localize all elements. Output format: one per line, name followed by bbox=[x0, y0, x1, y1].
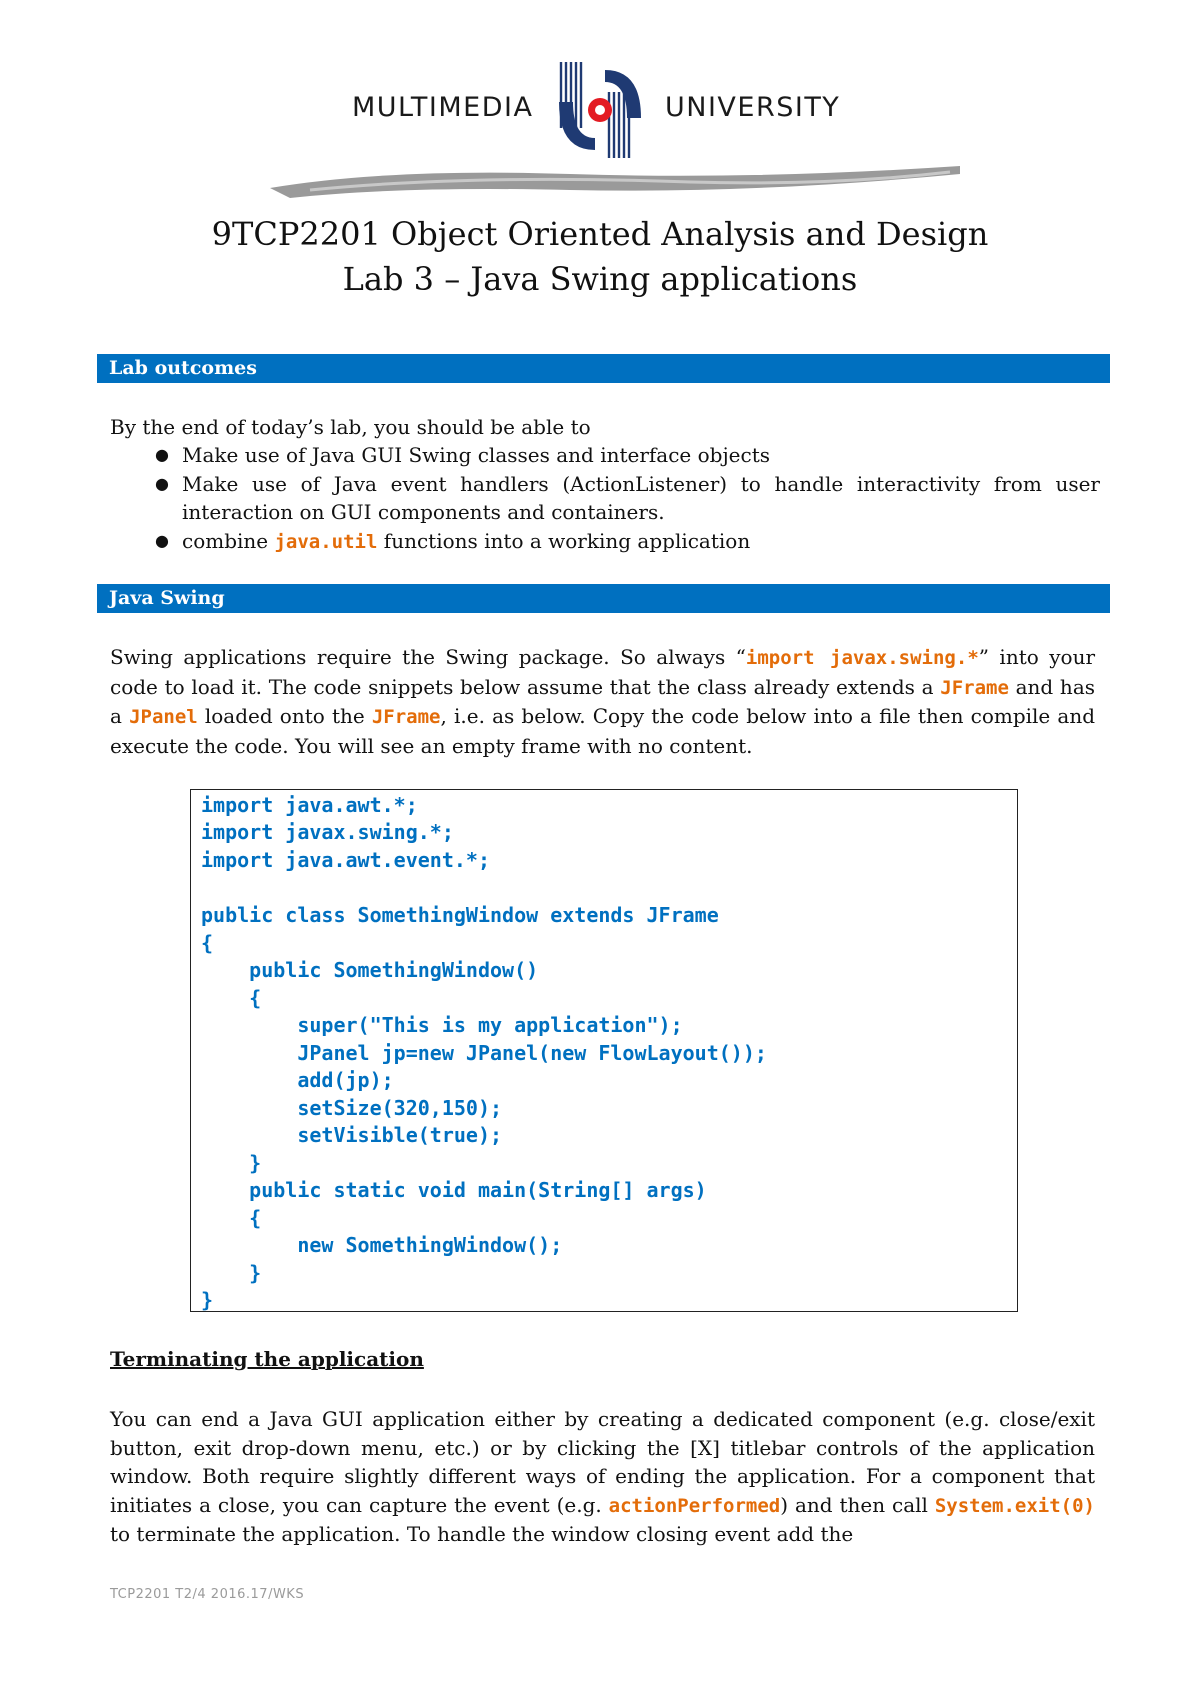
code-line: add(jp); bbox=[201, 1068, 394, 1092]
text: Swing applications require the Swing package. So always “ bbox=[110, 645, 746, 669]
bullet-icon: ● bbox=[155, 445, 169, 464]
logo-word-university: UNIVERSITY bbox=[665, 92, 841, 123]
inline-code: JFrame bbox=[940, 676, 1009, 699]
text: ” into your code to load it. The code snippets below assume that the class already extends a bbox=[110, 645, 1096, 699]
code-line: import java.awt.event.*; bbox=[201, 848, 490, 872]
outcomes-list bbox=[110, 441, 1100, 556]
code-line: public static void main(String[] args) bbox=[201, 1178, 707, 1202]
code-line: import javax.swing.*; bbox=[201, 820, 454, 844]
code-line: public class SomethingWindow extends JFrame bbox=[201, 903, 719, 927]
code-line: { bbox=[201, 1206, 262, 1230]
text: to terminate the application. To handle the window closing event add the bbox=[110, 1522, 854, 1546]
text: , i.e. as below. Copy the code below into a file then compile and execute the code. You will see an empty frame with no content. bbox=[110, 704, 1096, 758]
section-header-java-swing: Java Swing bbox=[97, 584, 1110, 613]
bullet-icon: ● bbox=[155, 530, 169, 550]
code-line: } bbox=[201, 1288, 214, 1312]
list-item-text: combine bbox=[182, 528, 275, 553]
document-title: 9TCP2201 Object Oriented Analysis and Design bbox=[211, 215, 989, 253]
logo-swoosh bbox=[270, 160, 960, 200]
list-item bbox=[110, 527, 1100, 557]
inline-code: JPanel bbox=[129, 706, 198, 728]
subheading-terminating: Terminating the application bbox=[110, 1347, 424, 1371]
code-line: super("This is my application"); bbox=[201, 1013, 683, 1037]
page-footer: TCP2201 T2/4 2016.17/WKS bbox=[110, 1587, 305, 1602]
code-line: setVisible(true); bbox=[201, 1123, 503, 1147]
code-line: JPanel jp=new JPanel(new FlowLayout()); bbox=[201, 1041, 767, 1065]
logo-word-multimedia: MULTIMEDIA bbox=[352, 92, 534, 123]
inline-code: JFrame bbox=[371, 706, 441, 728]
list-item-text: Make use of Java GUI Swing classes and interface objects bbox=[182, 443, 771, 467]
list-item-text: functions into a working application bbox=[377, 528, 751, 553]
text: and has a bbox=[110, 674, 1096, 728]
outcomes-intro: By the end of today’s lab, you should be able to bbox=[110, 415, 591, 439]
code-line: { bbox=[201, 931, 214, 955]
inline-code: import javax.swing.* bbox=[745, 647, 979, 669]
document-subtitle: Lab 3 – Java Swing applications bbox=[342, 260, 858, 298]
code-line: public SomethingWindow() bbox=[201, 958, 539, 982]
code-line: { bbox=[201, 986, 262, 1010]
university-emblem-icon bbox=[555, 58, 645, 162]
list-item bbox=[110, 470, 1100, 527]
list-item-text: Make use of Java event handlers (ActionListener) to handle interactivity from user interaction on GUI components and containers. bbox=[182, 471, 1100, 524]
text: ) and then call bbox=[780, 1492, 935, 1517]
inline-code: actionPerformed bbox=[608, 1494, 781, 1517]
inline-code: java.util bbox=[274, 530, 378, 553]
university-logo bbox=[270, 50, 960, 200]
text: loaded onto the bbox=[197, 704, 372, 728]
section-header-lab-outcomes: Lab outcomes bbox=[97, 354, 1110, 383]
terminating-paragraph bbox=[110, 1405, 1095, 1549]
bullet-icon: ● bbox=[155, 473, 169, 493]
code-line: } bbox=[201, 1151, 262, 1175]
code-line: new SomethingWindow(); bbox=[201, 1233, 563, 1257]
list-item bbox=[110, 441, 1100, 470]
swing-intro-paragraph bbox=[110, 643, 1095, 760]
code-line: setSize(320,150); bbox=[201, 1096, 503, 1120]
code-line: } bbox=[201, 1261, 262, 1285]
inline-code: System.exit(0) bbox=[934, 1494, 1095, 1517]
text: You can end a Java GUI application either by creating a dedicated component (e.g. close/exit button, exit drop-down menu, etc.) or by clicking the [X] titlebar controls of the application window. Both require slightly different ways of ending the application. For a component that initiates a close, you can capture the event (e.g. bbox=[110, 1407, 1095, 1517]
code-line: import java.awt.*; bbox=[201, 793, 418, 817]
